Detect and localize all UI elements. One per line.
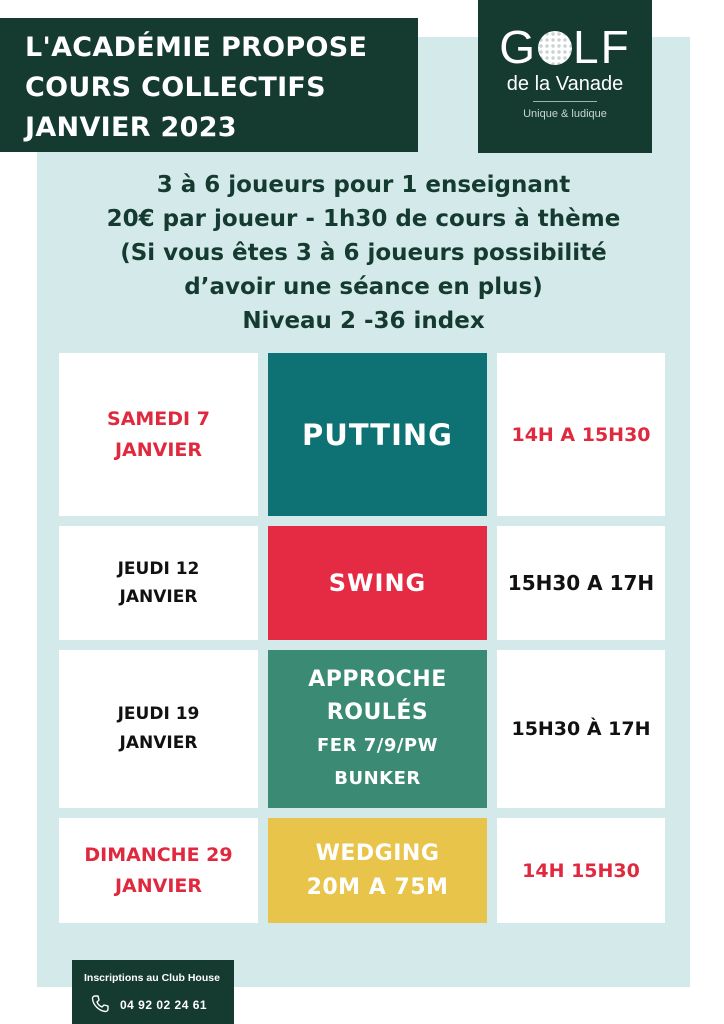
session-4-theme [268, 818, 487, 923]
footer-phone: 04 92 02 24 61 [120, 998, 208, 1012]
golf-logo [478, 0, 652, 153]
session-2-day: JEUDI 12 [117, 559, 200, 579]
session-1-time-label: 14H A 15H30 [511, 423, 651, 446]
session-1-time [497, 353, 665, 516]
phone-icon [90, 994, 110, 1014]
intro-line-1: 3 à 6 joueurs pour 1 enseignant [156, 172, 571, 198]
title-line-2: COURS COLLECTIFS [25, 72, 326, 103]
session-3-month: JANVIER [119, 733, 198, 753]
logo-divider [533, 101, 597, 102]
logo-wordmark [478, 22, 652, 72]
session-4-theme-line-1: WEDGING [315, 840, 440, 866]
session-1-theme [268, 353, 487, 516]
session-1-month: JANVIER [114, 438, 203, 461]
title-line-1: L'ACADÉMIE PROPOSE [25, 32, 368, 63]
session-2-theme-label: SWING [328, 569, 427, 597]
session-1-date [59, 353, 258, 516]
session-3-theme-line-3: FER 7/9/PW [317, 735, 438, 756]
logo-subtitle: de la Vanade [506, 73, 624, 95]
intro-line-4: d’avoir une séance en plus) [184, 274, 543, 300]
session-2-month: JANVIER [119, 587, 198, 607]
session-4-time-label: 14H 15H30 [522, 859, 640, 882]
session-2-date [59, 526, 258, 640]
session-4-theme-line-2: 20M A 75M [306, 874, 449, 900]
session-1-day: SAMEDI 7 [107, 407, 210, 430]
intro-text [37, 168, 690, 338]
session-3-theme [268, 650, 487, 808]
logo-letter-g: G [499, 21, 538, 73]
intro-line-3: (Si vous êtes 3 à 6 joueurs possibilité [120, 240, 607, 266]
session-2-theme [268, 526, 487, 640]
logo-letters-lf: LF [573, 21, 631, 73]
session-3-day: JEUDI 19 [117, 704, 200, 724]
session-3-time-label: 15H30 À 17H [511, 718, 651, 740]
session-2-time [497, 526, 665, 640]
session-3-theme-line-4: BUNKER [334, 768, 421, 789]
session-3-theme-line-1: APPROCHE [308, 667, 447, 692]
session-1-theme-label: PUTTING [302, 417, 453, 452]
intro-line-5: Niveau 2 -36 index [242, 308, 485, 334]
title-banner [0, 18, 418, 152]
session-4-date [59, 818, 258, 923]
session-2-time-label: 15H30 A 17H [507, 571, 655, 595]
golf-ball-icon [538, 31, 572, 65]
intro-line-2: 20€ par joueur - 1h30 de cours à thème [106, 206, 621, 232]
session-3-theme-line-2: ROULÉS [326, 700, 429, 725]
session-3-date [59, 650, 258, 808]
session-4-day: DIMANCHE 29 [84, 843, 233, 866]
session-4-time [497, 818, 665, 923]
logo-tagline: Unique & ludique [523, 108, 607, 120]
footer-title: Inscriptions au Club House [84, 972, 220, 984]
footer-contact [72, 960, 234, 1024]
session-3-time [497, 650, 665, 808]
session-4-month: JANVIER [114, 874, 203, 897]
title-line-3: JANVIER 2023 [25, 112, 237, 143]
